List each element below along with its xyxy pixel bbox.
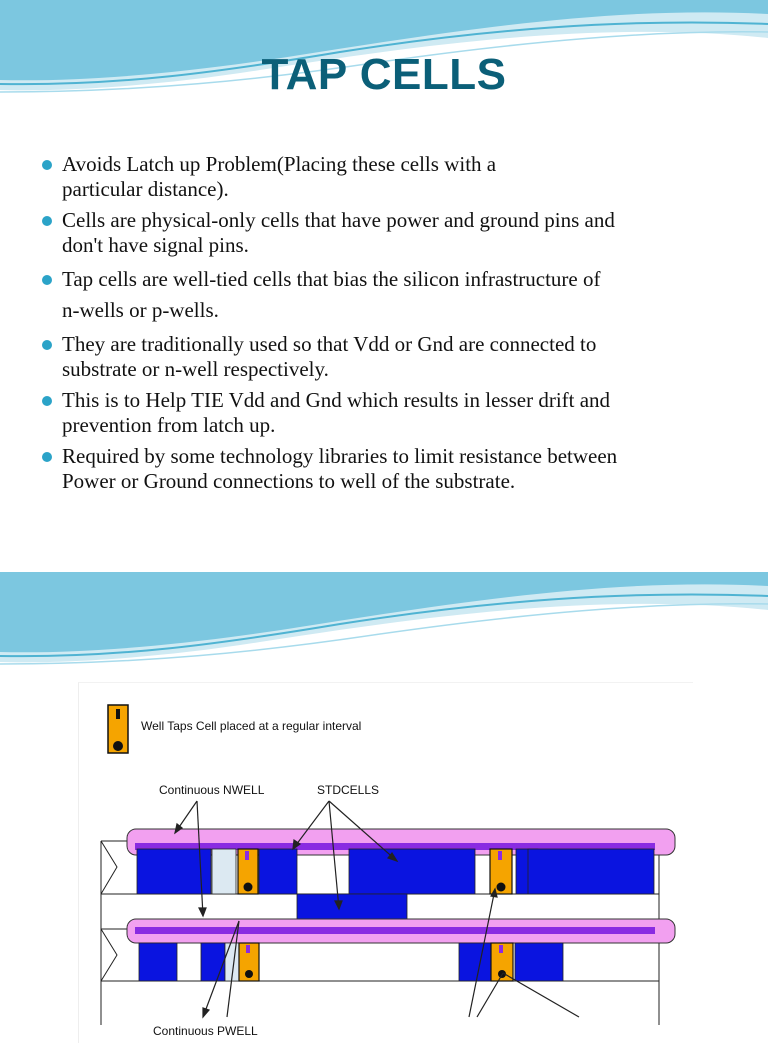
filler-cell [212, 849, 236, 894]
std-cell [259, 849, 297, 894]
bullet-text: Avoids Latch up Problem(Placing these cells with a particular distance). [62, 152, 497, 201]
bullet-text: Required by some technology libraries to limit resistance between Power or Ground connections to well of the substrate. [62, 444, 618, 493]
bullet-dot-icon [42, 275, 52, 285]
bullet-item [38, 444, 738, 494]
bullet-item [38, 388, 738, 438]
bullet-dot-icon [42, 160, 52, 170]
std-cell [201, 943, 225, 981]
std-cell [459, 943, 491, 981]
label-continuous-nwell: Continuous NWELL [159, 783, 265, 797]
tap-cell [490, 849, 512, 894]
bullet-dot-icon [42, 216, 52, 226]
wave-dark-band [0, 572, 768, 652]
std-cell [515, 943, 563, 981]
slide-2 [0, 572, 768, 1038]
power-rail-mid [135, 927, 655, 934]
bullet-dot-icon [42, 396, 52, 406]
bullet-list [38, 152, 738, 500]
tap-cell [238, 849, 258, 894]
std-cell [349, 849, 475, 894]
bullet-text: Tap cells are well-tied cells that bias the silicon infrastructure of n-wells or p-wells. [62, 267, 601, 322]
bullet-dot-icon [42, 452, 52, 462]
bullet-item [38, 152, 738, 202]
bullet-text: Cells are physical-only cells that have power and ground pins and don't have signal pins. [62, 208, 615, 257]
bullet-text: This is to Help TIE Vdd and Gnd which results in lesser drift and prevention from latch up. [62, 388, 611, 437]
label-stdcells: STDCELLS [317, 783, 380, 797]
bullet-item [38, 208, 738, 258]
tap-cell-diagram [78, 682, 693, 1043]
bullet-text: They are traditionally used so that Vdd or Gnd are connected to substrate or n-well respectively. [62, 332, 597, 381]
bullet-item [38, 332, 738, 382]
slide-title: TAP CELLS [261, 50, 507, 99]
std-cell [528, 849, 654, 894]
bullet-item [38, 264, 738, 326]
tap-cell [239, 943, 259, 981]
legend-text: Well Taps Cell placed at a regular interval [141, 719, 362, 733]
legend-tap-cell-icon [108, 705, 128, 753]
std-cell [139, 943, 177, 981]
label-continuous-pwell: Continuous PWELL [153, 1024, 258, 1038]
bullet-dot-icon [42, 340, 52, 350]
diagram-canvas [79, 683, 693, 1038]
header-wave-graphic [0, 572, 768, 672]
